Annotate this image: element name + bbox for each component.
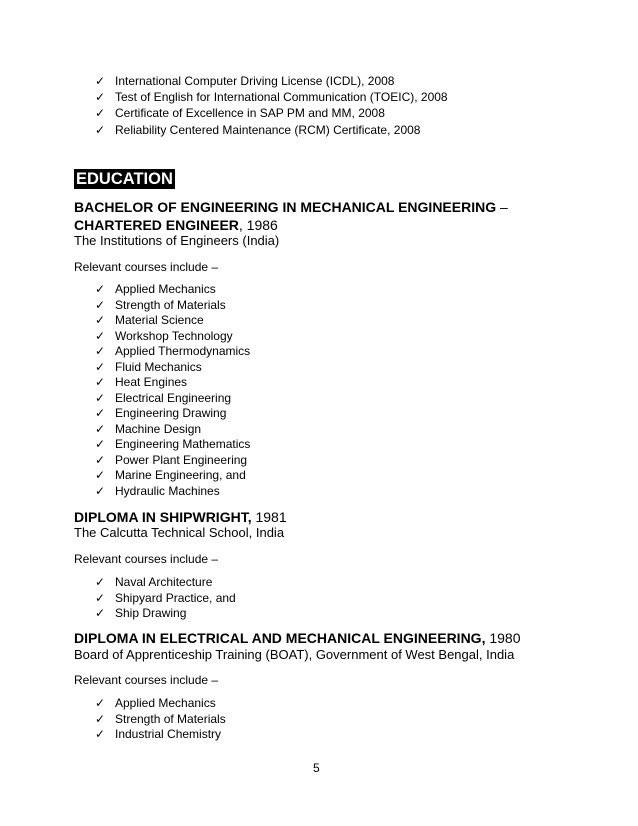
list-item [95, 73, 448, 89]
list-item-text: Industrial Chemistry [115, 727, 222, 741]
degree-title [74, 198, 508, 216]
list-item [95, 712, 226, 728]
courses-list [95, 282, 250, 499]
list-item [95, 105, 448, 121]
list-item-text: Ship Drawing [115, 606, 187, 620]
checkmark-icon: ✓ [95, 483, 106, 498]
degree-year: 1980 [485, 630, 521, 646]
checkmark-icon: ✓ [95, 437, 106, 451]
list-item [95, 575, 236, 591]
list-item-text: Electrical Engineering [115, 390, 232, 405]
list-item [95, 344, 250, 360]
degree-year: 1981 [251, 509, 287, 525]
list-item-text: Hydraulic Machines [115, 483, 220, 498]
list-item [95, 437, 250, 453]
checkmark-icon: ✓ [95, 696, 106, 710]
list-item-text: Marine Engineering, and [115, 468, 246, 482]
list-item-text: Applied Mechanics [115, 696, 216, 710]
page-number: 5 [313, 761, 320, 775]
checkmark-icon: ✓ [95, 421, 106, 436]
list-item [95, 484, 250, 500]
list-item-text: Engineering Drawing [115, 406, 227, 420]
list-item-text: Certificate of Excellence in SAP PM and MM, 2008 [115, 106, 385, 121]
checkmark-icon: ✓ [95, 575, 106, 589]
list-item-text: Reliability Centered Maintenance (RCM) Certificate, 2008 [115, 122, 421, 137]
list-item [95, 360, 250, 376]
list-item-text: Applied Thermodynamics [115, 344, 251, 358]
courses-list [95, 696, 226, 743]
list-item-text: Naval Architecture [115, 575, 213, 589]
institution: The Institutions of Engineers (India) [74, 233, 280, 248]
checkmark-icon: ✓ [95, 344, 106, 358]
list-item-text: Strength of Materials [115, 297, 226, 312]
list-item [95, 329, 250, 345]
checkmark-icon: ✓ [95, 122, 106, 137]
list-item-text: Applied Mechanics [115, 282, 216, 296]
checkmark-icon: ✓ [95, 106, 106, 121]
checkmark-icon: ✓ [95, 297, 106, 312]
list-item [95, 606, 236, 622]
checkmark-icon: ✓ [95, 606, 106, 620]
degree-title-text: DIPLOMA IN ELECTRICAL AND MECHANICAL ENGINEERING, [74, 630, 486, 646]
checkmark-icon: ✓ [95, 90, 106, 105]
list-item [95, 453, 250, 469]
checkmark-icon: ✓ [95, 74, 106, 88]
checkmark-icon: ✓ [95, 590, 106, 605]
list-item [95, 591, 236, 607]
checkmark-icon: ✓ [95, 282, 106, 296]
degree-title [74, 629, 521, 647]
list-item [95, 422, 250, 438]
list-item-text: Material Science [115, 313, 204, 327]
list-item-text: Engineering Mathematics [115, 437, 251, 451]
list-item [95, 298, 250, 314]
checkmark-icon: ✓ [95, 328, 106, 343]
degree-title-dash: – [496, 199, 508, 215]
list-item-text: Shipyard Practice, and [115, 590, 236, 605]
checkmark-icon: ✓ [95, 452, 106, 467]
courses-intro: Relevant courses include – [74, 260, 219, 274]
degree-title-text: DIPLOMA IN SHIPWRIGHT, [74, 509, 252, 525]
courses-intro: Relevant courses include – [74, 552, 219, 566]
checkmark-icon: ✓ [95, 375, 106, 389]
certifications-list [95, 73, 448, 138]
list-item-text: Workshop Technology [115, 328, 233, 343]
degree-title-text: BACHELOR OF ENGINEERING IN MECHANICAL ENGINEERING [74, 199, 497, 215]
list-item-text: Strength of Materials [115, 711, 226, 726]
checkmark-icon: ✓ [95, 468, 106, 482]
list-item-text: Fluid Mechanics [115, 359, 202, 374]
checkmark-icon: ✓ [95, 727, 106, 741]
list-item [95, 313, 250, 329]
checkmark-icon: ✓ [95, 711, 106, 726]
courses-list [95, 575, 236, 622]
degree-title-line2 [74, 216, 278, 234]
checkmark-icon: ✓ [95, 406, 106, 420]
checkmark-icon: ✓ [95, 359, 106, 374]
degree-year: , 1986 [238, 217, 278, 233]
list-item [95, 406, 250, 422]
list-item [95, 727, 226, 743]
list-item-text: Test of English for International Communication (TOEIC), 2008 [115, 90, 448, 105]
institution: Board of Apprenticeship Training (BOAT), Government of West Bengal, India [74, 647, 515, 662]
list-item [95, 391, 250, 407]
education-heading: EDUCATION [76, 170, 173, 188]
list-item [95, 122, 448, 138]
list-item [95, 282, 250, 298]
list-item [95, 696, 226, 712]
degree-title-text: CHARTERED ENGINEER [74, 217, 239, 233]
checkmark-icon: ✓ [95, 313, 106, 327]
courses-intro: Relevant courses include – [74, 673, 219, 687]
list-item [95, 89, 448, 105]
list-item [95, 375, 250, 391]
list-item-text: Machine Design [115, 421, 202, 436]
list-item-text: International Computer Driving License (ICDL), 2008 [115, 74, 395, 88]
checkmark-icon: ✓ [95, 390, 106, 405]
degree-title [74, 508, 287, 526]
list-item [95, 468, 250, 484]
list-item-text: Power Plant Engineering [115, 452, 248, 467]
institution: The Calcutta Technical School, India [74, 525, 285, 540]
list-item-text: Heat Engines [115, 375, 188, 389]
